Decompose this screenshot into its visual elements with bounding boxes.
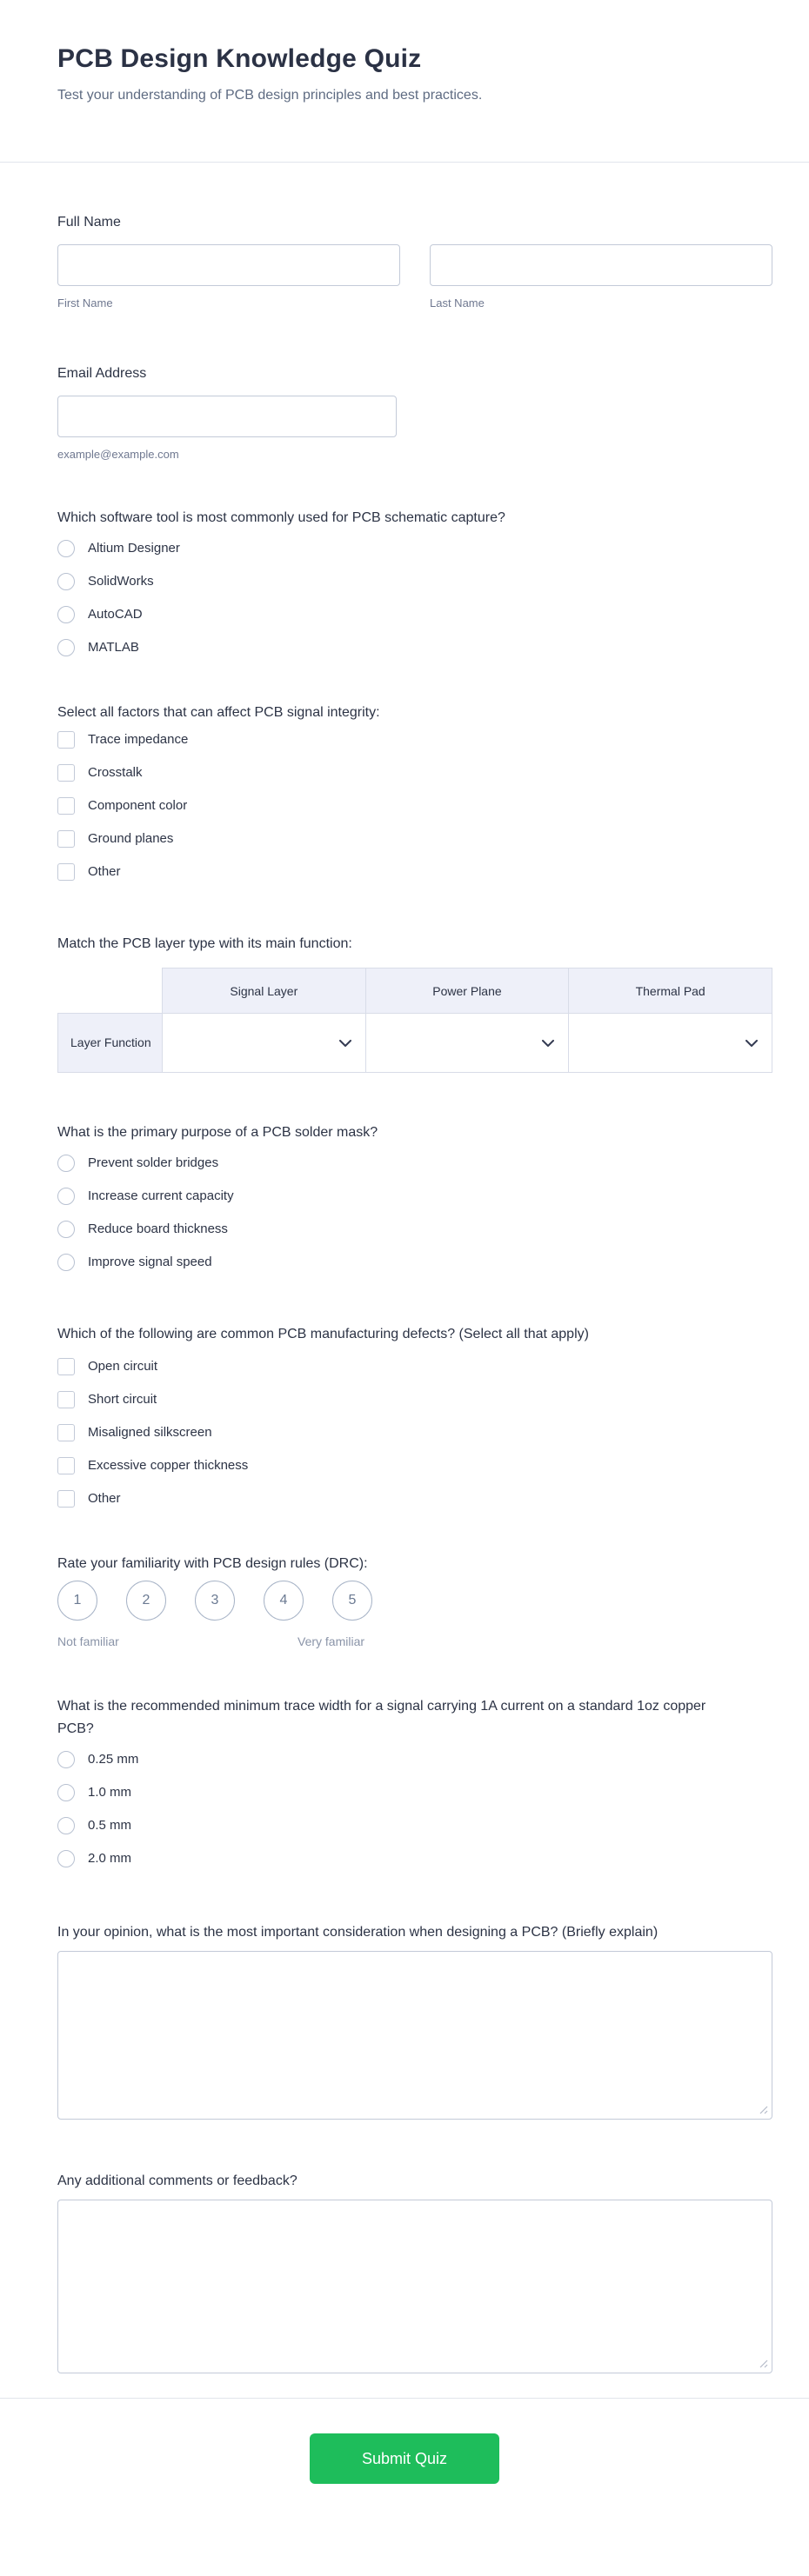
checkbox-option-crosstalk[interactable] — [57, 764, 772, 782]
opinion-label: In your opinion, what is the most important consideration when designing a PCB? (Briefly explain) — [57, 1925, 659, 1940]
scale-option-3[interactable]: 3 — [195, 1581, 235, 1621]
radio-option-05mm[interactable] — [57, 1817, 772, 1834]
checkbox-option-label: Crosstalk — [88, 765, 143, 780]
last-name-sublabel: Last Name — [430, 296, 485, 310]
matrix-body-row — [58, 1014, 772, 1073]
radio-option-label: Prevent solder bridges — [88, 1155, 219, 1170]
checkbox-option-label: Other — [88, 864, 121, 879]
radio-option-label: MATLAB — [88, 640, 139, 655]
scale-endpoint-labels — [57, 1634, 475, 1650]
software-options — [57, 540, 772, 656]
question-signal-integrity — [57, 702, 772, 881]
checkbox-option-excessive-copper-thickness[interactable] — [57, 1457, 772, 1474]
scale-options — [57, 1581, 772, 1621]
opinion-textarea[interactable] — [57, 1951, 772, 2120]
scale-option-2[interactable]: 2 — [126, 1581, 166, 1621]
resize-grip-icon[interactable] — [759, 2360, 768, 2368]
radio-icon[interactable] — [57, 1751, 75, 1768]
checkbox-option-open-circuit[interactable] — [57, 1358, 772, 1375]
checkbox-icon[interactable] — [57, 731, 75, 749]
radio-icon[interactable] — [57, 606, 75, 623]
checkbox-option-label: Misaligned silkscreen — [88, 1425, 212, 1440]
chevron-down-icon — [542, 1040, 554, 1047]
comments-textarea-wrap — [57, 2200, 772, 2373]
question-software-tool — [57, 507, 772, 656]
matrix-select-power-plane[interactable] — [366, 1014, 569, 1072]
checkbox-option-label: Ground planes — [88, 831, 174, 846]
comments-label: Any additional comments or feedback? — [57, 2173, 298, 2188]
checkbox-option-misaligned-silkscreen[interactable] — [57, 1424, 772, 1441]
checkbox-icon[interactable] — [57, 1424, 75, 1441]
scale-option-1[interactable]: 1 — [57, 1581, 97, 1621]
matrix-cell-thermal-pad — [569, 1014, 772, 1073]
question-full-name — [57, 211, 772, 310]
matrix-column-header-signal-layer: Signal Layer — [163, 968, 366, 1014]
checkbox-icon[interactable] — [57, 1391, 75, 1408]
radio-icon[interactable] — [57, 573, 75, 590]
matrix-corner-cell — [58, 968, 163, 1014]
question-solder-mask — [57, 1122, 772, 1271]
radio-option-20mm[interactable] — [57, 1850, 772, 1867]
matrix-select-signal-layer[interactable] — [163, 1014, 365, 1072]
page-title: PCB Design Knowledge Quiz — [57, 44, 422, 73]
software-question-label: Which software tool is most commonly used for PCB schematic capture? — [57, 510, 505, 525]
checkbox-option-trace-impedance[interactable] — [57, 731, 772, 749]
comments-textarea[interactable] — [57, 2200, 772, 2373]
radio-option-label: SolidWorks — [88, 574, 154, 589]
checkbox-option-label: Component color — [88, 798, 188, 813]
trace-width-options — [57, 1751, 772, 1867]
checkbox-option-other-2[interactable] — [57, 1490, 772, 1508]
radio-icon[interactable] — [57, 1254, 75, 1271]
submit-button[interactable]: Submit Quiz — [310, 2433, 499, 2484]
defects-label: Which of the following are common PCB manufacturing defects? (Select all that apply) — [57, 1327, 589, 1341]
checkbox-option-label: Short circuit — [88, 1392, 157, 1407]
chevron-down-icon — [745, 1040, 758, 1047]
trace-width-label: What is the recommended minimum trace width for a signal carrying 1A current on a standard 1oz copper PCB? — [57, 1699, 706, 1736]
radio-option-label: Increase current capacity — [88, 1188, 234, 1203]
signal-integrity-label: Select all factors that can affect PCB signal integrity: — [57, 705, 380, 720]
solder-mask-options — [57, 1155, 772, 1271]
checkbox-option-label: Trace impedance — [88, 732, 189, 747]
radio-icon[interactable] — [57, 1155, 75, 1172]
radio-option-label: 0.25 mm — [88, 1752, 139, 1767]
matrix-column-header-power-plane: Power Plane — [365, 968, 569, 1014]
checkbox-option-other-1[interactable] — [57, 863, 772, 881]
checkbox-option-short-circuit[interactable] — [57, 1391, 772, 1408]
matrix-cell-power-plane — [365, 1014, 569, 1073]
checkbox-icon[interactable] — [57, 830, 75, 848]
radio-option-prevent-solder-bridges[interactable] — [57, 1155, 772, 1172]
solder-mask-label: What is the primary purpose of a PCB solder mask? — [57, 1125, 378, 1140]
radio-icon[interactable] — [57, 1188, 75, 1205]
question-matrix — [57, 933, 772, 1073]
defects-options — [57, 1358, 772, 1508]
question-comments — [57, 2170, 772, 2373]
full-name-label: Full Name — [57, 215, 121, 230]
question-trace-width — [57, 1695, 772, 1867]
first-name-col — [57, 244, 400, 310]
radio-icon[interactable] — [57, 1850, 75, 1867]
checkbox-icon[interactable] — [57, 1457, 75, 1474]
radio-option-altium-designer[interactable] — [57, 540, 772, 557]
matrix-cell-signal-layer — [163, 1014, 366, 1073]
matrix-table — [57, 968, 772, 1073]
matrix-question-label: Match the PCB layer type with its main function: — [57, 936, 352, 951]
radio-option-label: Improve signal speed — [88, 1255, 212, 1269]
radio-icon[interactable] — [57, 540, 75, 557]
scale-left-label: Not familiar — [57, 1634, 119, 1648]
radio-option-autocad[interactable] — [57, 606, 772, 623]
radio-option-label: 2.0 mm — [88, 1851, 132, 1866]
radio-option-solidworks[interactable] — [57, 573, 772, 590]
radio-icon[interactable] — [57, 1784, 75, 1801]
opinion-textarea-wrap — [57, 1951, 772, 2120]
matrix-row-header: Layer Function — [58, 1014, 163, 1073]
question-defects — [57, 1323, 772, 1508]
radio-option-label: 1.0 mm — [88, 1785, 132, 1800]
radio-option-10mm[interactable] — [57, 1784, 772, 1801]
radio-option-label: Altium Designer — [88, 541, 180, 556]
page-subtitle: Test your understanding of PCB design principles and best practices. — [57, 88, 483, 103]
radio-option-025mm[interactable] — [57, 1751, 772, 1768]
first-name-input[interactable] — [57, 244, 400, 286]
form-body — [0, 211, 809, 2398]
checkbox-option-label: Excessive copper thickness — [88, 1458, 249, 1473]
checkbox-icon[interactable] — [57, 797, 75, 815]
radio-icon[interactable] — [57, 1817, 75, 1834]
radio-icon[interactable] — [57, 1221, 75, 1238]
chevron-down-icon — [339, 1040, 351, 1047]
form-header — [0, 0, 809, 163]
resize-grip-icon[interactable] — [759, 2106, 768, 2114]
radio-option-increase-current-capacity[interactable] — [57, 1188, 772, 1205]
checkbox-icon[interactable] — [57, 1358, 75, 1375]
email-sublabel: example@example.com — [57, 448, 179, 461]
radio-option-label: 0.5 mm — [88, 1818, 132, 1833]
checkbox-icon[interactable] — [57, 764, 75, 782]
scale-option-5[interactable]: 5 — [332, 1581, 372, 1621]
radio-option-improve-signal-speed[interactable] — [57, 1254, 772, 1271]
radio-option-label: Reduce board thickness — [88, 1221, 228, 1236]
question-opinion — [57, 1921, 772, 2120]
radio-option-matlab[interactable] — [57, 639, 772, 656]
scale-option-4[interactable]: 4 — [264, 1581, 304, 1621]
email-label: Email Address — [57, 366, 147, 381]
checkbox-icon[interactable] — [57, 1490, 75, 1508]
question-scale — [57, 1553, 772, 1650]
name-fields-row — [57, 244, 772, 310]
checkbox-option-label: Open circuit — [88, 1359, 158, 1374]
signal-integrity-options — [57, 731, 772, 881]
last-name-col — [430, 244, 772, 310]
radio-icon[interactable] — [57, 639, 75, 656]
radio-option-label: AutoCAD — [88, 607, 143, 622]
email-input[interactable] — [57, 396, 397, 437]
checkbox-icon[interactable] — [57, 863, 75, 881]
matrix-column-header-thermal-pad: Thermal Pad — [569, 968, 772, 1014]
radio-option-reduce-board-thickness[interactable] — [57, 1221, 772, 1238]
matrix-header-row — [58, 968, 772, 1014]
last-name-input[interactable] — [430, 244, 772, 286]
form-footer — [0, 2398, 809, 2527]
checkbox-option-ground-planes[interactable] — [57, 830, 772, 848]
matrix-select-thermal-pad[interactable] — [569, 1014, 772, 1072]
checkbox-option-label: Other — [88, 1491, 121, 1506]
first-name-sublabel: First Name — [57, 296, 113, 310]
scale-right-label: Very familiar — [298, 1634, 365, 1648]
checkbox-option-component-color[interactable] — [57, 797, 772, 815]
scale-label: Rate your familiarity with PCB design rules (DRC): — [57, 1556, 368, 1571]
question-email — [57, 363, 772, 462]
